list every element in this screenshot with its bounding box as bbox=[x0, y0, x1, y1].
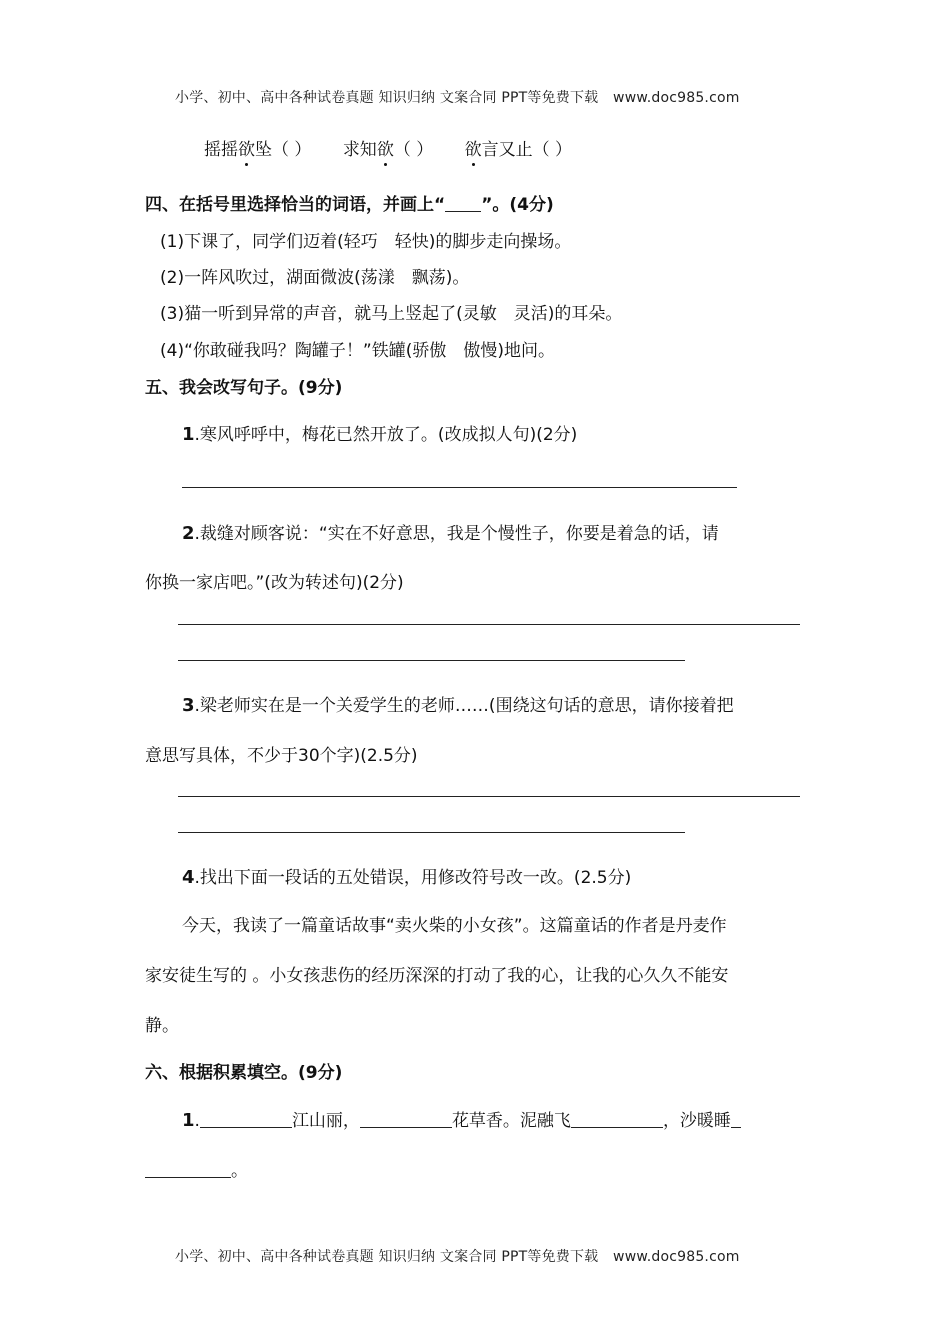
answer-line bbox=[178, 660, 685, 661]
dotted-word-3: 欲言又止（ ） bbox=[465, 140, 572, 160]
fill-blank[interactable] bbox=[360, 1109, 452, 1128]
dotted-word-1: 摇摇欲坠（ ） bbox=[204, 140, 317, 160]
fill-blank[interactable] bbox=[571, 1109, 663, 1128]
passage-line-2: 家安徒生写的 。小女孩悲伤的经历深深的打动了我的心，让我的心久久不能安 bbox=[145, 966, 729, 986]
section4-item-4: (4)“你敢碰我吗？陶罐子！”铁罐(骄傲 傲慢)地问。 bbox=[160, 341, 555, 361]
section6-q1-cont: 。 bbox=[145, 1156, 248, 1181]
fill-blank[interactable] bbox=[200, 1109, 292, 1128]
answer-line bbox=[178, 832, 685, 833]
page-footer bbox=[175, 1246, 740, 1266]
footer-url: www.doc985.com bbox=[613, 1249, 740, 1265]
section6-title: 六、根据积累填空。(9分) bbox=[145, 1063, 343, 1083]
fill-blank[interactable] bbox=[731, 1109, 741, 1128]
section4-item-1: (1)下课了，同学们迈着(轻巧 轻快)的脚步走向操场。 bbox=[160, 232, 572, 252]
section4-item-3: (3)猫一听到异常的声音，就马上竖起了(灵敏 灵活)的耳朵。 bbox=[160, 304, 623, 324]
page-header bbox=[175, 87, 740, 107]
answer-line bbox=[178, 796, 800, 797]
section5-title: 五、我会改写句子。(9分) bbox=[145, 378, 343, 398]
section5-q2-line1: 2.裁缝对顾客说：“实在不好意思，我是个慢性子，你要是着急的话，请 bbox=[182, 523, 719, 544]
section5-q3-line2: 意思写具体，不少于30个字)(2.5分) bbox=[145, 746, 418, 766]
section5-q3-line1: 3.梁老师实在是一个关爱学生的老师……(围绕这句话的意思，请你接着把 bbox=[182, 695, 734, 716]
answer-line bbox=[182, 487, 737, 488]
dotted-word-2: 求知欲（ ） bbox=[343, 140, 439, 160]
section3-dotted-words bbox=[204, 135, 572, 160]
header-url: www.doc985.com bbox=[613, 90, 740, 106]
footer-text: 小学、初中、高中各种试卷真题 知识归纳 文案合同 PPT等免费下载 bbox=[175, 1249, 599, 1265]
section4-item-2: (2)一阵风吹过，湖面微波(荡漾 飘荡)。 bbox=[160, 268, 470, 288]
section6-q1: 1. 江山丽， 花草香。泥融飞 ，沙暖睡 bbox=[182, 1106, 741, 1131]
answer-line bbox=[178, 624, 800, 625]
section5-q1: 1.寒风呼呼中，梅花已然开放了。(改成拟人句)(2分) bbox=[182, 424, 578, 445]
header-text: 小学、初中、高中各种试卷真题 知识归纳 文案合同 PPT等免费下载 bbox=[175, 90, 599, 106]
section4-title: 四、在括号里选择恰当的词语，并画上“ ”。(4分) bbox=[145, 195, 554, 215]
section5-q2-line2: 你换一家店吧。”(改为转述句)(2分) bbox=[145, 573, 404, 593]
passage-line-3: 静。 bbox=[145, 1016, 179, 1036]
fill-blank[interactable] bbox=[145, 1159, 231, 1178]
section5-q4: 4.找出下面一段话的五处错误，用修改符号改一改。(2.5分) bbox=[182, 867, 632, 888]
passage-line-1: 今天，我读了一篇童话故事“卖火柴的小女孩”。这篇童话的作者是丹麦作 bbox=[182, 916, 727, 936]
